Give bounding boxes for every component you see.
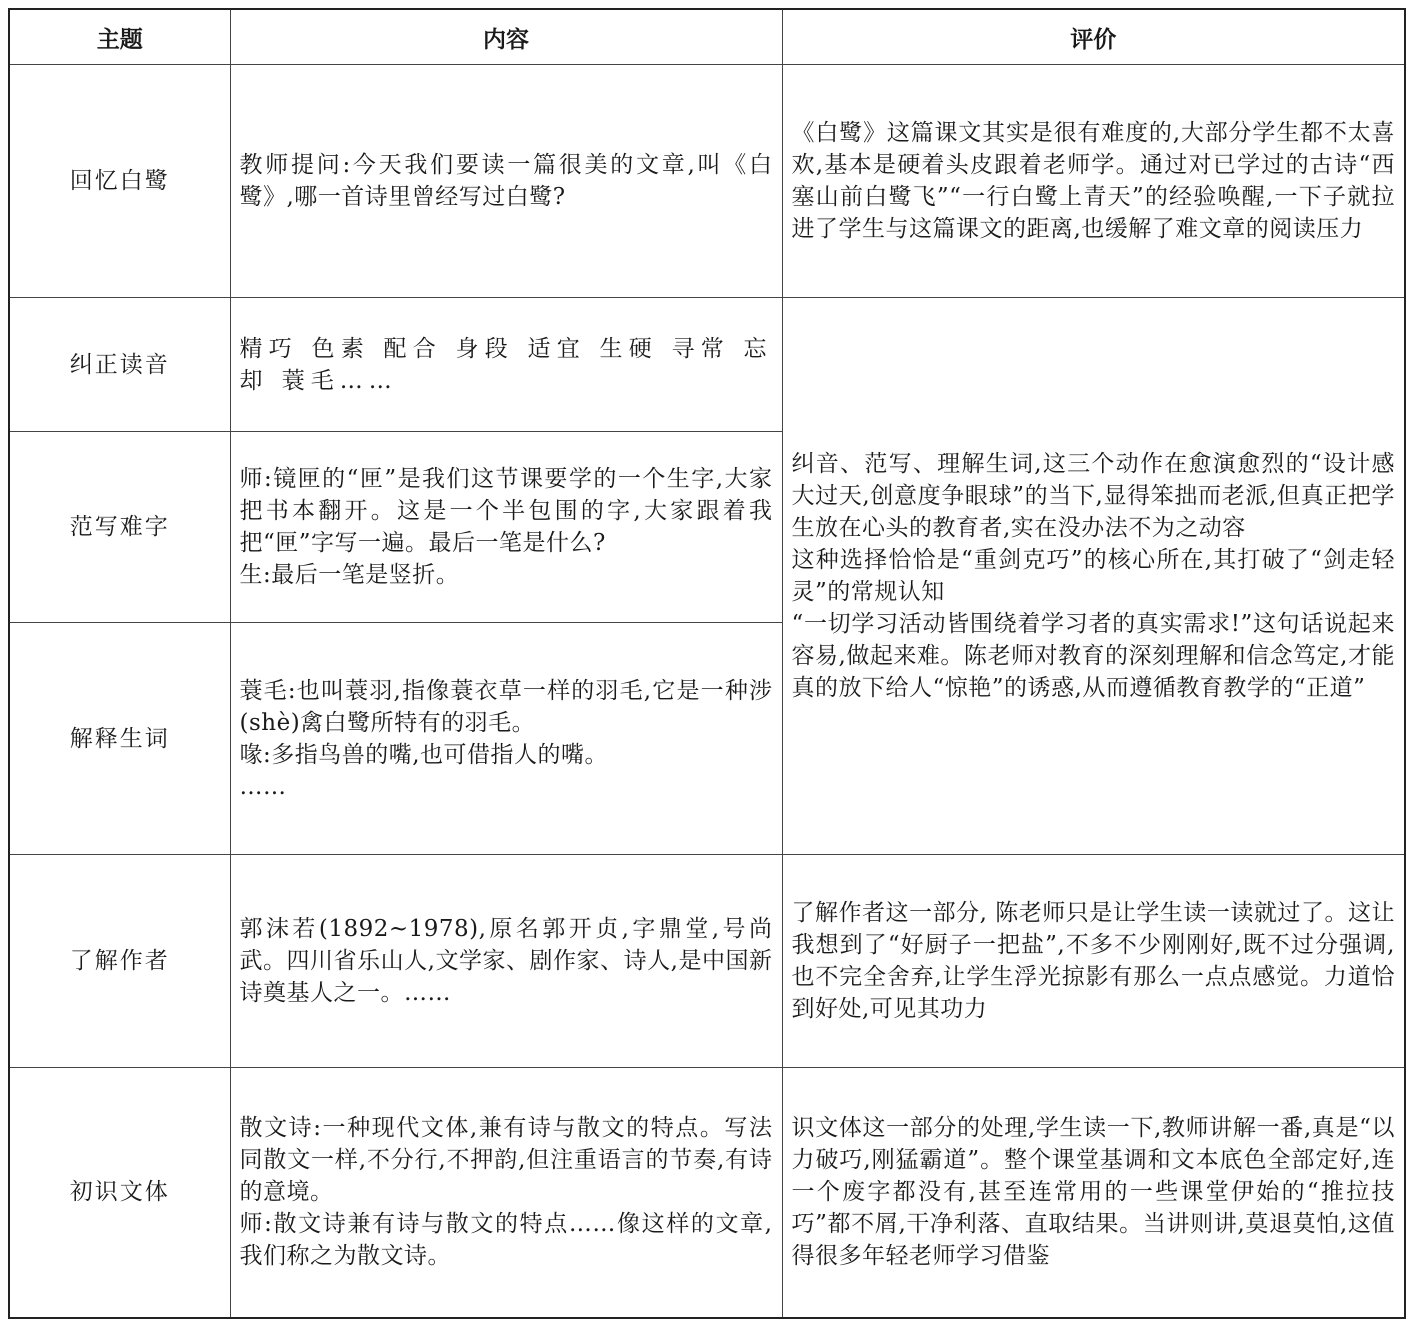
table-row	[9, 855, 1405, 1068]
evaluation-cell	[782, 65, 1405, 298]
content-cell	[230, 623, 782, 855]
content-text: 师:散文诗兼有诗与散文的特点……像这样的文章,我们称之为散文诗。	[239, 1211, 773, 1270]
table-row	[9, 1068, 1405, 1318]
evaluation-cell	[782, 1068, 1405, 1318]
topic-cell: 回忆白鹭	[9, 65, 230, 298]
evaluation-text: 了解作者这一部分, 陈老师只是让学生读一读就过了。这让我想到了“好厨子一把盐”,不多不少刚刚好,既不过分强调,也不完全舍弃,让学生浮光掠影有那么一点点感觉。力道恰到好处,可见其功力	[791, 900, 1395, 1022]
content-text: 生:最后一笔是竖折。	[239, 562, 460, 588]
content-text: 蓑毛:也叫蓑羽,指像蓑衣草一样的羽毛,它是一种涉(shè)禽白鹭所特有的羽毛。	[239, 677, 773, 736]
evaluation-text: 识文体这一部分的处理,学生读一下,教师讲解一番,真是“以力破巧,刚猛霸道”。整个课堂基调和文本底色全部定好,连一个废字都没有,甚至连常用的一些课堂伊始的“推拉技巧”都不屑,干净利落、直取结果。当讲则讲,莫退莫怕,这值得很多年轻老师学习借鉴	[791, 1115, 1395, 1270]
topic-cell: 范写难字	[9, 432, 230, 623]
topic-cell: 解释生词	[9, 623, 230, 855]
header-row	[9, 9, 1405, 65]
topic-cell: 初识文体	[9, 1068, 230, 1318]
lesson-evaluation-table	[8, 8, 1406, 1319]
header-topic: 主题	[9, 9, 230, 65]
evaluation-text: 纠音、范写、理解生词,这三个动作在愈演愈烈的“设计感大过天,创意度争眼球”的当下,显得笨拙而老派,但真正把学生放在心头的教育者,实在没办法不为之动容	[791, 451, 1395, 541]
content-text: 精巧 色素 配合 身段 适宜 生硬 寻常 忘却 蓑毛……	[239, 335, 773, 394]
topic-cell: 了解作者	[9, 855, 230, 1068]
content-text: ……	[239, 773, 287, 800]
content-cell	[230, 65, 782, 298]
content-cell	[230, 432, 782, 623]
header-content: 内容	[230, 9, 782, 65]
table-row	[9, 65, 1405, 298]
header-evaluation: 评价	[782, 9, 1405, 65]
evaluation-cell	[782, 855, 1405, 1068]
content-text: 师:镜匣的“匣”是我们这节课要学的一个生字,大家把书本翻开。这是一个半包围的字,大家跟着我把“匣”字写一遍。最后一笔是什么?	[239, 466, 773, 556]
content-cell	[230, 298, 782, 432]
evaluation-text: 这种选择恰恰是“重剑克巧”的核心所在,其打破了“剑走轻灵”的常规认知	[791, 547, 1395, 605]
content-cell	[230, 855, 782, 1068]
content-text: 喙:多指鸟兽的嘴,也可借指人的嘴。	[239, 741, 609, 768]
content-text: 郭沫若(1892~1978),原名郭开贞,字鼎堂,号尚武。四川省乐山人,文学家、剧作家、诗人,是中国新诗奠基人之一。……	[239, 916, 773, 1006]
topic-cell: 纠正读音	[9, 298, 230, 432]
merged-evaluation-cell	[782, 298, 1405, 855]
table-row	[9, 298, 1405, 432]
evaluation-text: 《白鹭》这篇课文其实是很有难度的,大部分学生都不太喜欢,基本是硬着头皮跟着老师学。通过对已学过的古诗“西塞山前白鹭飞”“一行白鹭上青天”的经验唤醒,一下子就拉进了学生与这篇课文的距离,也缓解了难文章的阅读压力	[791, 120, 1395, 242]
content-text: 教师提问:今天我们要读一篇很美的文章,叫《白鹭》,哪一首诗里曾经写过白鹭?	[239, 152, 773, 210]
content-cell	[230, 1068, 782, 1318]
evaluation-text: “一切学习活动皆围绕着学习者的真实需求!”这句话说起来容易,做起来难。陈老师对教育的深刻理解和信念笃定,才能真的放下给人“惊艳”的诱惑,从而遵循教育教学的“正道”	[791, 611, 1395, 701]
content-text: 散文诗:一种现代文体,兼有诗与散文的特点。写法同散文一样,不分行,不押韵,但注重语言的节奏,有诗的意境。	[239, 1115, 773, 1206]
